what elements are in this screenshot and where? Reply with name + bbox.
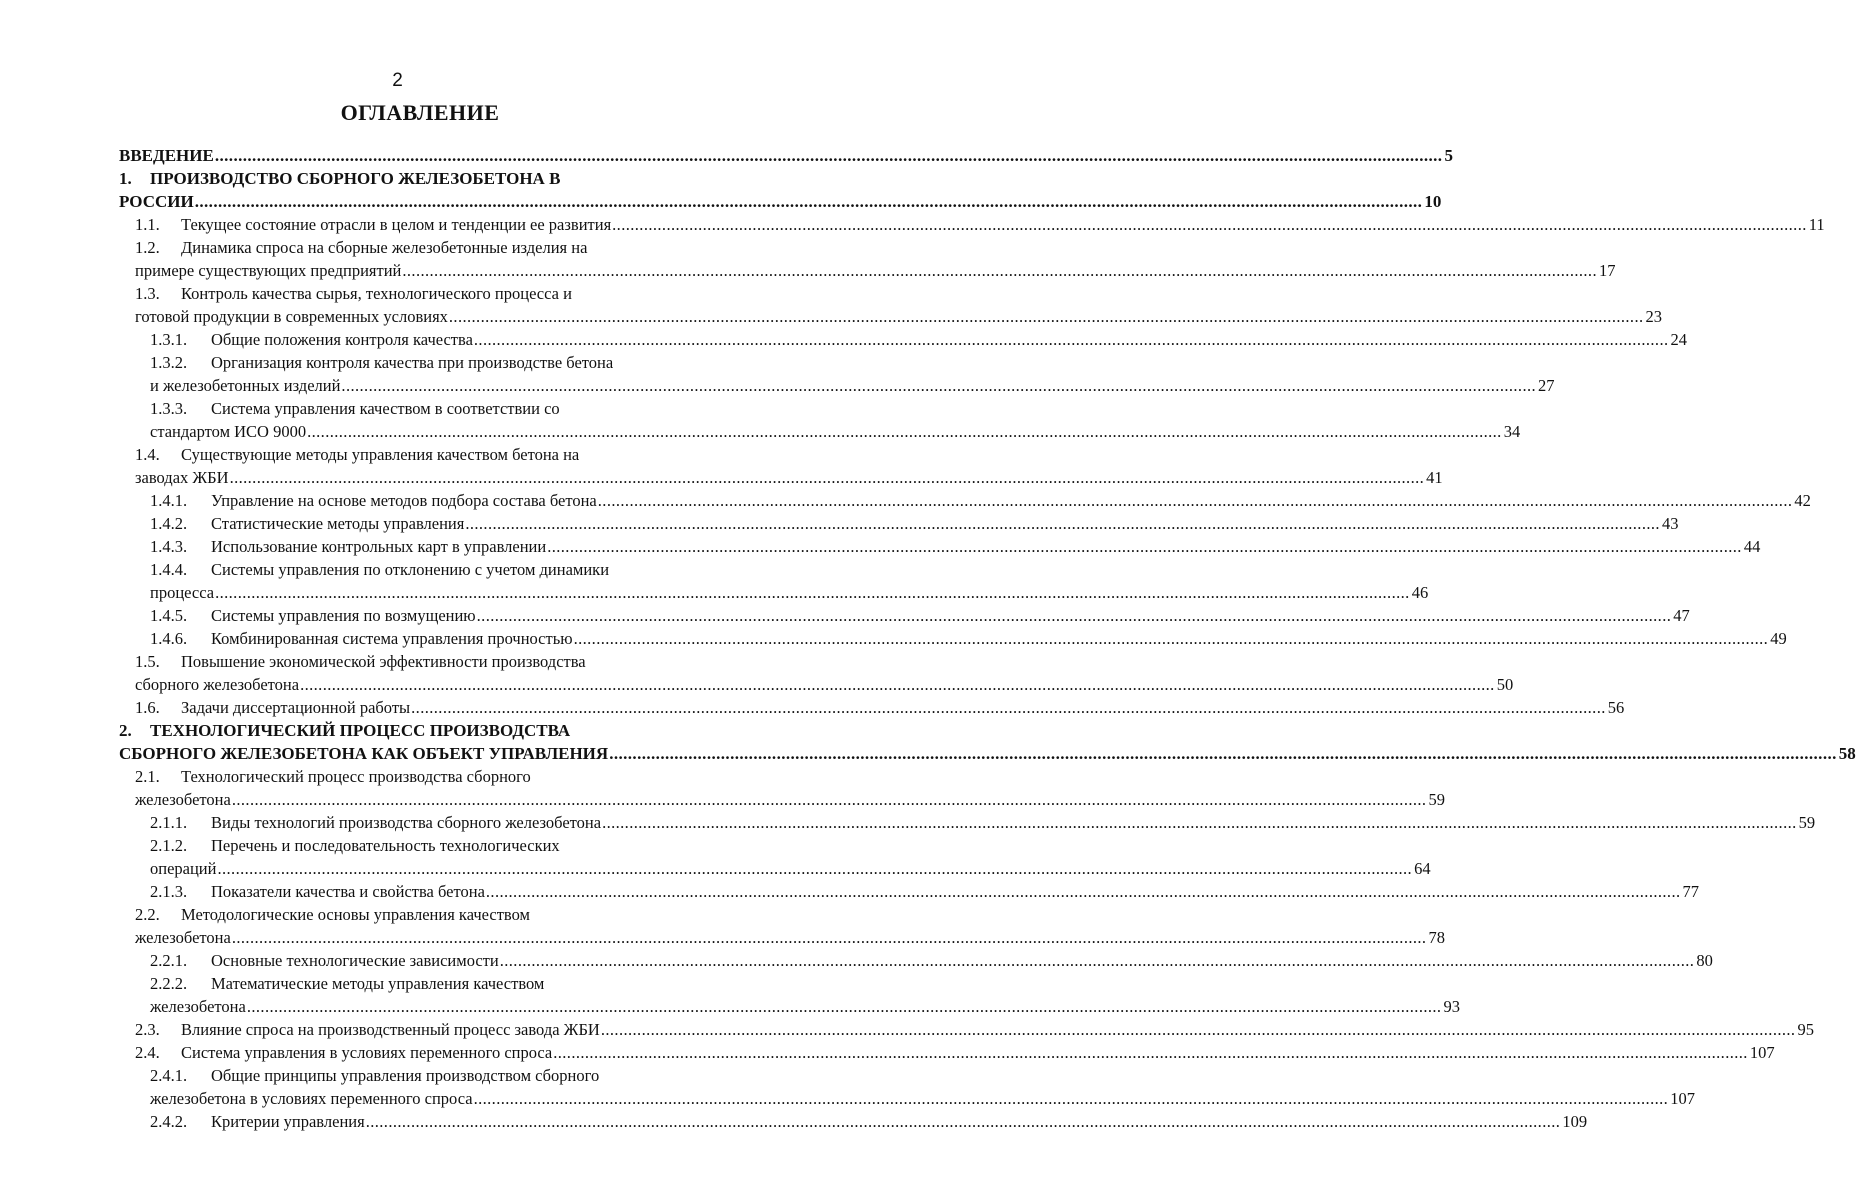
toc-dot-leader: ........................................................................................................................................................................................................................................................................ — [214, 146, 1443, 165]
toc-entry-page: 80 — [1696, 951, 1713, 970]
toc-line — [0, 949, 1713, 972]
toc-entry-page: 24 — [1670, 330, 1688, 349]
toc-entry-text: Виды технологий производства сборного железобетона — [211, 813, 602, 832]
toc-entry-text: Системы управления по отклонению с учетом динамики — [211, 560, 610, 579]
toc-line — [0, 1110, 1588, 1133]
toc-dot-leader: ........................................................................................................................................................................................................................................................................ — [473, 1089, 1669, 1108]
toc-entry-number: 1.3.1. — [150, 330, 188, 349]
toc-line — [0, 581, 1429, 604]
toc-dot-leader: ........................................................................................................................................................................................................................................................................ — [553, 1043, 1748, 1062]
toc-entry-text: примере существующих предприятий — [135, 261, 402, 280]
toc-entry-number: 2.3. — [135, 1020, 160, 1039]
toc-line — [0, 374, 1555, 397]
toc-line — [0, 236, 795, 259]
toc-dot-leader: ........................................................................................................................................................................................................................................................................ — [231, 928, 1427, 947]
toc-line — [0, 213, 1825, 236]
toc-dot-leader: ........................................................................................................................................................................................................................................................................ — [341, 376, 1537, 395]
toc-entry-page: 23 — [1645, 307, 1663, 326]
toc-dot-leader: ........................................................................................................................................................................................................................................................................ — [465, 514, 1660, 533]
toc-entry-number: 1.4. — [135, 445, 160, 464]
toc-entry-page: 64 — [1414, 859, 1431, 878]
toc-entry-text: Повышение экономической эффективности производства — [181, 652, 586, 671]
toc-line — [0, 742, 1856, 765]
toc-line — [0, 972, 795, 995]
toc-line — [0, 282, 795, 305]
toc-line — [0, 719, 795, 742]
toc-entry-number: 1.3. — [135, 284, 160, 303]
toc-entry-page: 10 — [1424, 192, 1442, 211]
toc-entry-text: Влияние спроса на производственный процесс завода ЖБИ — [181, 1020, 600, 1039]
toc-entry-number: 2.4.1. — [150, 1066, 188, 1085]
toc-dot-leader: ........................................................................................................................................................................................................................................................................ — [307, 422, 1502, 441]
toc-dot-leader: ........................................................................................................................................................................................................................................................................ — [597, 491, 1793, 510]
toc-line — [0, 443, 795, 466]
toc-line — [0, 903, 795, 926]
toc-dot-leader: ........................................................................................................................................................................................................................................................................ — [609, 744, 1837, 763]
toc-entry-page: 59 — [1428, 790, 1445, 809]
toc-entry-text: заводах ЖБИ — [135, 468, 229, 487]
toc-entry-text: Основные технологические зависимости — [211, 951, 499, 970]
toc-entry-text: Управление на основе методов подбора состава бетона — [211, 491, 597, 510]
toc-entry-text: железобетона — [135, 790, 231, 809]
toc-line — [0, 167, 795, 190]
toc-entry-text: Контроль качества сырья, технологического процесса и — [181, 284, 572, 303]
toc-entry-text: Существующие методы управления качеством бетона на — [181, 445, 580, 464]
toc-entry-page: 47 — [1673, 606, 1690, 625]
toc-dot-leader: ........................................................................................................................................................................................................................................................................ — [229, 468, 1425, 487]
toc-line — [0, 190, 1442, 213]
toc-entry-page: 77 — [1682, 882, 1700, 901]
toc-line — [0, 811, 1816, 834]
toc-line — [0, 1018, 1814, 1041]
toc-entry-number: 1.4.6. — [150, 629, 188, 648]
toc-line — [0, 1064, 795, 1087]
toc-entry-text: СБОРНОГО ЖЕЛЕЗОБЕТОНА КАК ОБЪЕКТ УПРАВЛЕНИЯ — [119, 744, 609, 763]
toc-dot-leader: ........................................................................................................................................................................................................................................................................ — [402, 261, 1597, 280]
toc-entry-text: Комбинированная система управления прочностью — [211, 629, 573, 648]
toc-dot-leader: ........................................................................................................................................................................................................................................................................ — [547, 537, 1742, 556]
toc-entry-number: 2.1.2. — [150, 836, 188, 855]
toc-entry-number: 2.2.2. — [150, 974, 188, 993]
toc-entry-page: 56 — [1607, 698, 1625, 717]
toc-dot-leader: ........................................................................................................................................................................................................................................................................ — [573, 629, 1769, 648]
toc-entry-page: 107 — [1670, 1089, 1695, 1108]
toc-line — [0, 1087, 1695, 1110]
toc-line — [0, 926, 1445, 949]
toc-line — [0, 627, 1787, 650]
toc-entry-page: 27 — [1538, 376, 1555, 395]
toc-entry-page: 95 — [1797, 1020, 1814, 1039]
toc-entry-number: 2. — [119, 721, 132, 740]
toc-entry-number: 2.1.3. — [150, 882, 188, 901]
toc-entry-number: 2.4.2. — [150, 1112, 188, 1131]
toc-entry-text: Показатели качества и свойства бетона — [211, 882, 485, 901]
toc-entry-text: готовой продукции в современных условиях — [135, 307, 448, 326]
toc-entry-number: 1.4.1. — [150, 491, 188, 510]
toc-line — [0, 259, 1616, 282]
toc-dot-leader: ........................................................................................................................................................................................................................................................................ — [231, 790, 1427, 809]
toc-dot-leader: ........................................................................................................................................................................................................................................................................ — [411, 698, 1606, 717]
toc-entry-number: 1.4.2. — [150, 514, 188, 533]
toc-entry-text: Общие принципы управления производством сборного — [211, 1066, 600, 1085]
toc-entry-text: Система управления качеством в соответствии со — [211, 399, 560, 418]
toc-entry-text: Критерии управления — [211, 1112, 365, 1131]
toc-dot-leader: ........................................................................................................................................................................................................................................................................ — [300, 675, 1495, 694]
toc-entry-number: 1.1. — [135, 215, 160, 234]
toc-entry-page: 58 — [1838, 744, 1856, 763]
toc-line — [0, 650, 795, 673]
toc-entry-page: 41 — [1426, 468, 1443, 487]
toc-line — [0, 995, 1460, 1018]
toc-line — [0, 834, 795, 857]
toc-line — [0, 328, 1688, 351]
toc-line — [0, 512, 1679, 535]
toc-entry-number: 2.1. — [135, 767, 160, 786]
toc-entry-number: 1.4.5. — [150, 606, 188, 625]
toc-entry-text: железобетона — [135, 928, 231, 947]
toc-entry-text: Динамика спроса на сборные железобетонные изделия на — [181, 238, 588, 257]
toc-dot-leader: ........................................................................................................................................................................................................................................................................ — [194, 192, 1423, 211]
toc-entry-page: 34 — [1503, 422, 1521, 441]
toc-entry-text: Перечень и последовательность технологических — [211, 836, 560, 855]
toc-dot-leader: ........................................................................................................................................................................................................................................................................ — [246, 997, 1442, 1016]
toc-entry-text: Задачи диссертационной работы — [181, 698, 411, 717]
toc-line — [0, 788, 1445, 811]
toc-entry-page: 44 — [1743, 537, 1761, 556]
toc-entry-page: 107 — [1749, 1043, 1775, 1062]
toc-entry-number: 2.4. — [135, 1043, 160, 1062]
toc-entry-text: Системы управления по возмущению — [211, 606, 476, 625]
toc-entry-number: 1.5. — [135, 652, 160, 671]
toc-line — [0, 420, 1521, 443]
toc-entry-number: 2.2.1. — [150, 951, 188, 970]
toc-line — [0, 397, 795, 420]
toc-dot-leader: ........................................................................................................................................................................................................................................................................ — [499, 951, 1695, 970]
toc-dot-leader: ........................................................................................................................................................................................................................................................................ — [215, 583, 1410, 602]
toc-line — [0, 466, 1443, 489]
toc-entry-text: сборного железобетона — [135, 675, 300, 694]
toc-dot-leader: ........................................................................................................................................................................................................................................................................ — [612, 215, 1807, 234]
toc-line — [0, 673, 1514, 696]
toc-entry-number: 1. — [119, 169, 132, 188]
toc-entry-number: 2.2. — [135, 905, 160, 924]
toc-entry-page: 46 — [1411, 583, 1429, 602]
toc-entry-page: 78 — [1428, 928, 1445, 947]
toc-entry-text: Организация контроля качества при производстве бетона — [211, 353, 614, 372]
toc-line — [0, 535, 1761, 558]
toc-entry-page: 11 — [1808, 215, 1825, 234]
toc-entry-number: 1.2. — [135, 238, 160, 257]
toc-entry-page: 59 — [1798, 813, 1816, 832]
toc-line — [0, 305, 1663, 328]
toc-entry-text: железобетона в условиях переменного спроса — [150, 1089, 473, 1108]
toc-entry-text: и железобетонных изделий — [150, 376, 341, 395]
toc-entry-text: Текущее состояние отрасли в целом и тенденции ее развития — [181, 215, 612, 234]
toc-line — [0, 765, 795, 788]
toc-entry-number: 1.4.3. — [150, 537, 188, 556]
toc-line — [0, 604, 1690, 627]
toc-entry-number: 2.1.1. — [150, 813, 188, 832]
toc-line — [0, 489, 1811, 512]
toc-entry-text: Математические методы управления качеством — [211, 974, 545, 993]
toc-entry-text: Технологический процесс производства сборного — [181, 767, 531, 786]
page-number: 2 — [392, 70, 403, 91]
toc-entry-page: 93 — [1443, 997, 1460, 1016]
toc-dot-leader: ........................................................................................................................................................................................................................................................................ — [448, 307, 1644, 326]
toc-line — [0, 857, 1431, 880]
table-of-contents — [0, 144, 1856, 1133]
toc-dot-leader: ........................................................................................................................................................................................................................................................................ — [473, 330, 1669, 349]
toc-entry-page: 43 — [1661, 514, 1679, 533]
toc-entry-page: 17 — [1598, 261, 1616, 280]
toc-line — [0, 558, 795, 581]
toc-line — [0, 1041, 1775, 1064]
toc-entry-text: ВВЕДЕНИЕ — [119, 146, 214, 165]
toc-entry-text: Методологические основы управления качеством — [181, 905, 530, 924]
toc-entry-text: Статистические методы управления — [211, 514, 465, 533]
toc-line — [0, 351, 795, 374]
toc-entry-number: 1.4.4. — [150, 560, 188, 579]
toc-entry-number: 1.6. — [135, 698, 160, 717]
toc-title: ОГЛАВЛЕНИЕ — [340, 100, 500, 125]
toc-entry-text: стандартом ИСО 9000 — [150, 422, 307, 441]
toc-entry-text: РОССИИ — [119, 192, 194, 211]
toc-entry-page: 49 — [1770, 629, 1787, 648]
toc-entry-page: 50 — [1496, 675, 1514, 694]
toc-dot-leader: ........................................................................................................................................................................................................................................................................ — [485, 882, 1681, 901]
toc-dot-leader: ........................................................................................................................................................................................................................................................................ — [600, 1020, 1796, 1039]
toc-entry-text: операций — [150, 859, 217, 878]
toc-dot-leader: ........................................................................................................................................................................................................................................................................ — [365, 1112, 1561, 1131]
toc-entry-number: 1.3.3. — [150, 399, 188, 418]
toc-line — [0, 880, 1700, 903]
toc-entry-text: процесса — [150, 583, 215, 602]
toc-entry-page: 5 — [1444, 146, 1453, 165]
toc-entry-text: Использование контрольных карт в управлении — [211, 537, 547, 556]
toc-entry-text: Общие положения контроля качества — [211, 330, 473, 349]
toc-entry-number: 1.3.2. — [150, 353, 188, 372]
toc-entry-page: 42 — [1794, 491, 1811, 510]
toc-dot-leader: ........................................................................................................................................................................................................................................................................ — [217, 859, 1413, 878]
toc-entry-text: железобетона — [150, 997, 246, 1016]
toc-dot-leader: ........................................................................................................................................................................................................................................................................ — [602, 813, 1797, 832]
toc-line — [0, 144, 1453, 167]
toc-entry-page: 109 — [1562, 1112, 1588, 1131]
toc-entry-text: ПРОИЗВОДСТВО СБОРНОГО ЖЕЛЕЗОБЕТОНА В — [150, 169, 561, 188]
toc-entry-text: ТЕХНОЛОГИЧЕСКИЙ ПРОЦЕСС ПРОИЗВОДСТВА — [150, 721, 571, 740]
toc-dot-leader: ........................................................................................................................................................................................................................................................................ — [476, 606, 1672, 625]
toc-entry-text: Система управления в условиях переменного спроса — [181, 1043, 553, 1062]
toc-line — [0, 696, 1625, 719]
